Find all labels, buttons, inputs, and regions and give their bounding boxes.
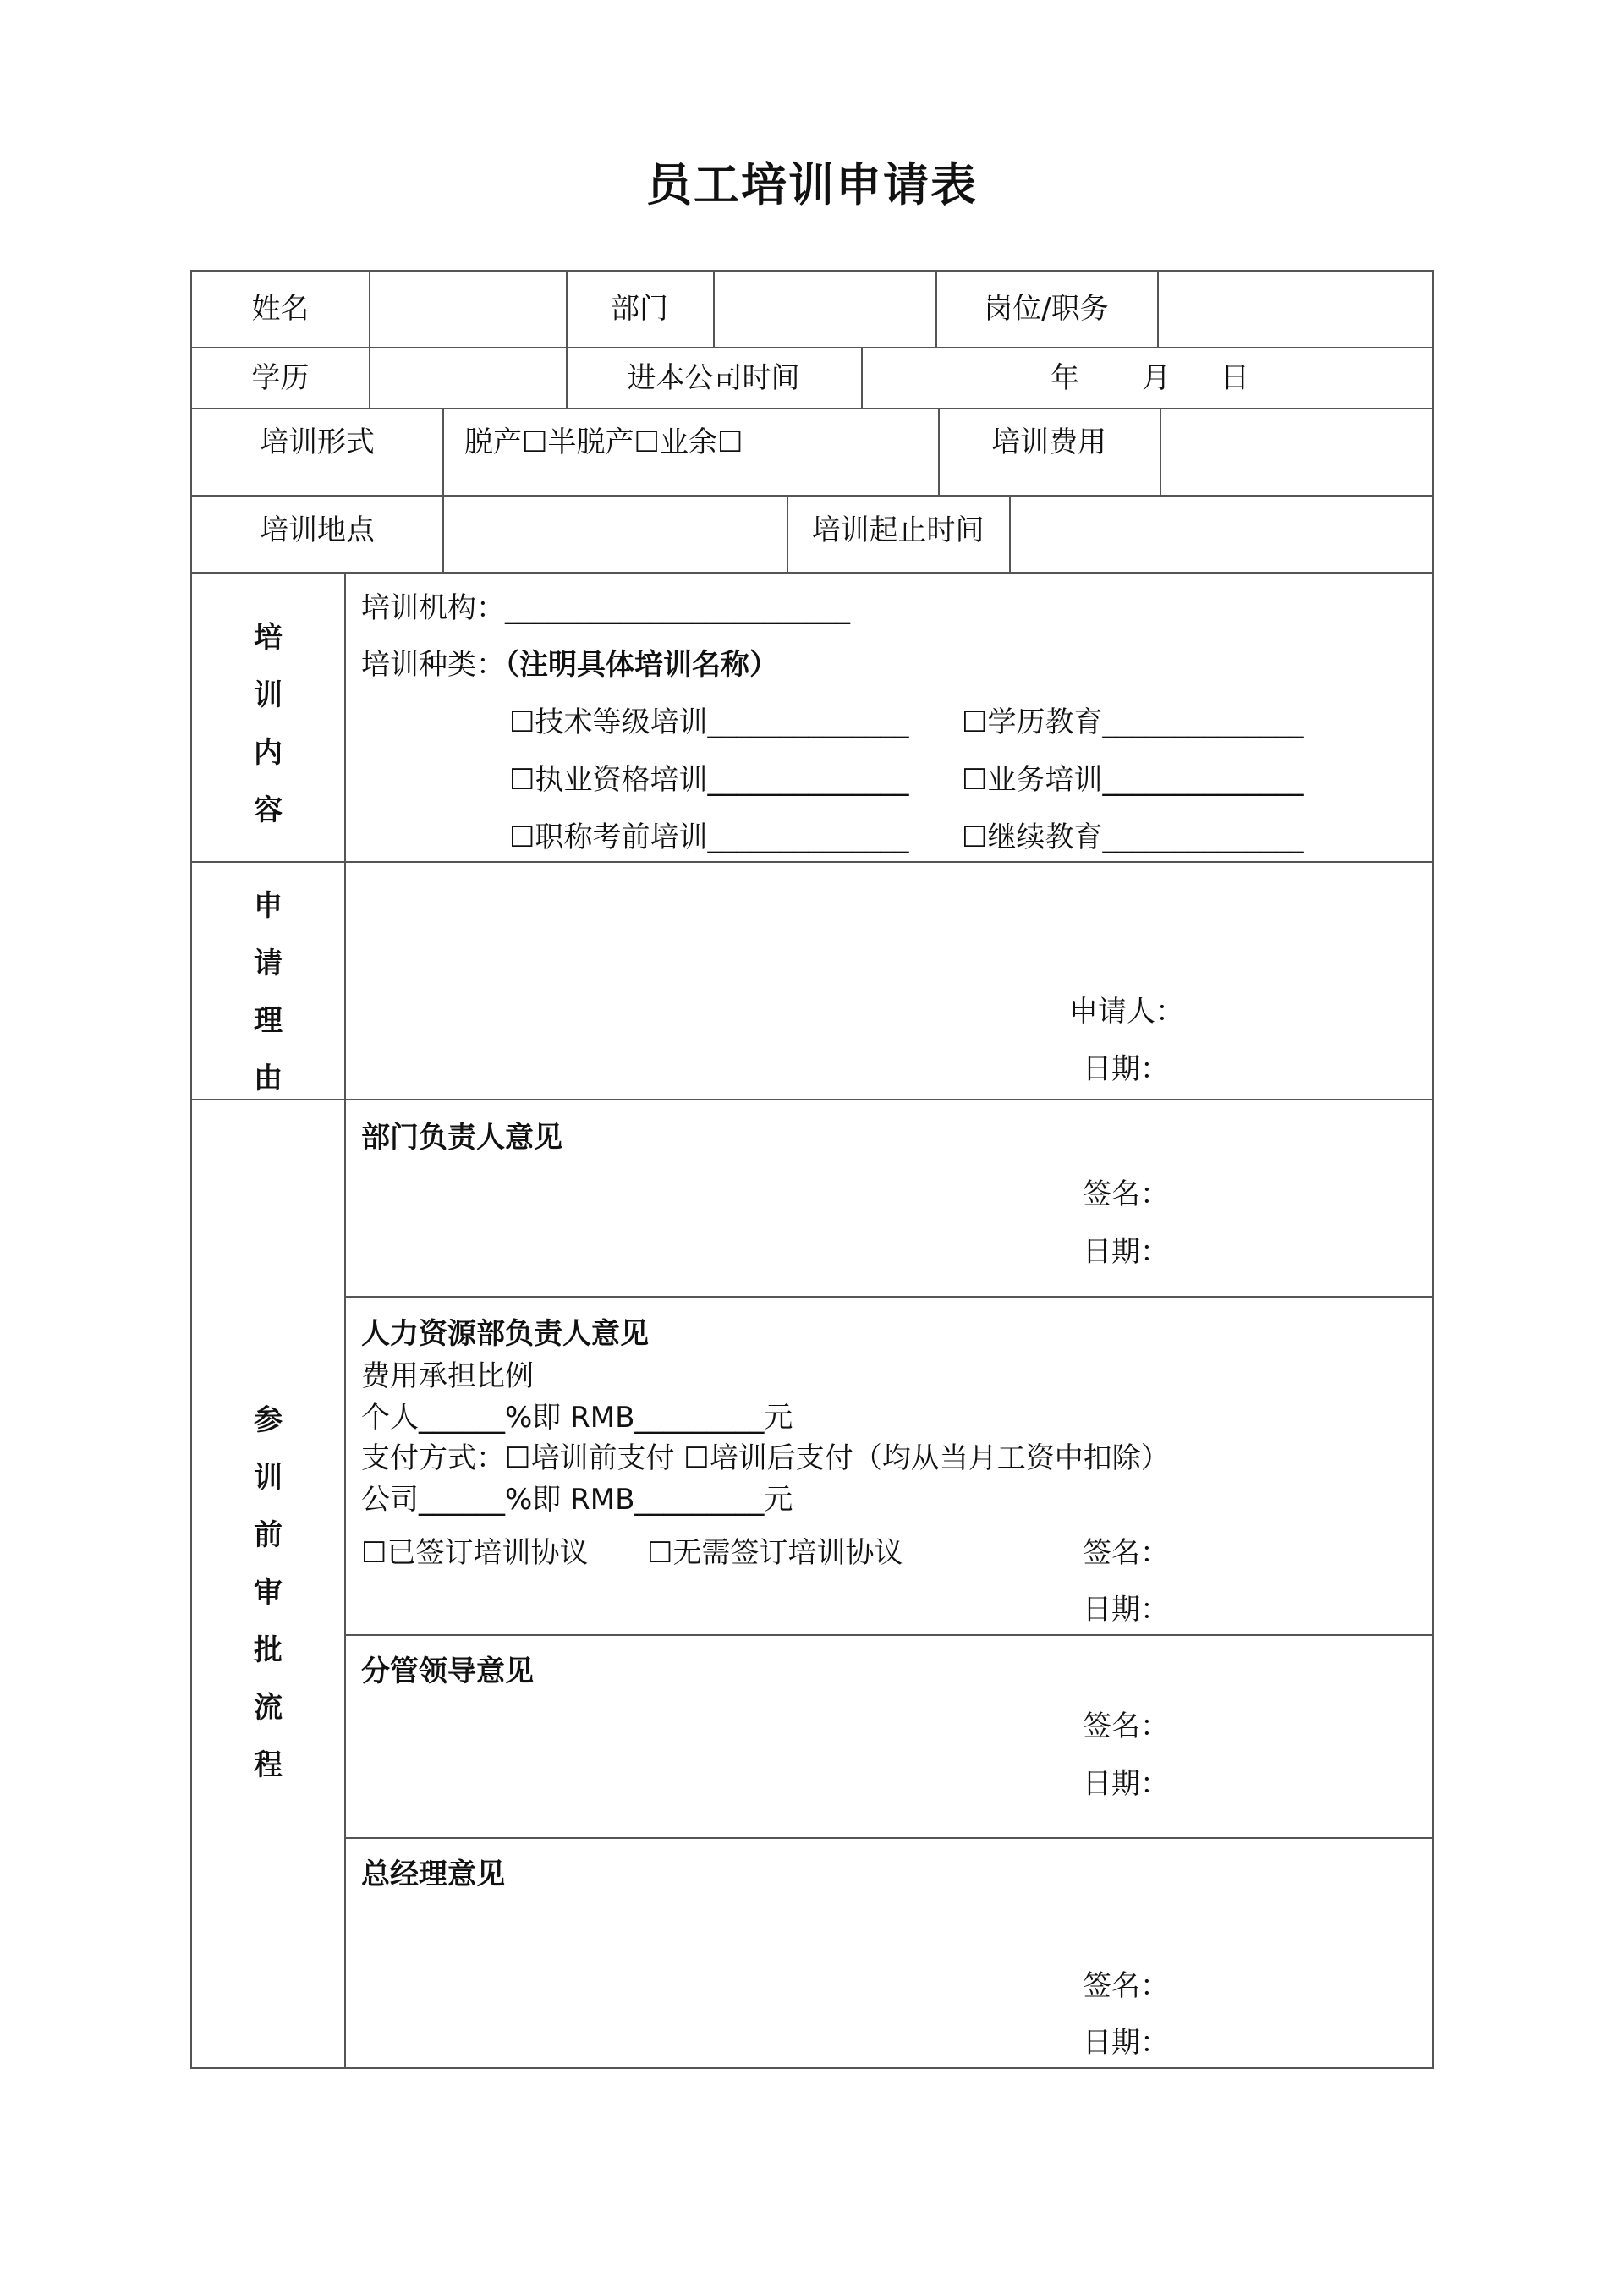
education-label: 学历 bbox=[251, 361, 310, 395]
row-divider bbox=[192, 495, 1434, 497]
training-org-line[interactable]: 培训机构：________________________ bbox=[361, 591, 850, 625]
leader-opinion-title: 分管领导意见 bbox=[361, 1655, 534, 1688]
content-side-label: 培 训 内 容 bbox=[254, 621, 283, 827]
option-tech-grade[interactable]: ☐技术等级培训______________ bbox=[509, 705, 909, 739]
reason-side-label: 申 请 理 由 bbox=[254, 889, 283, 1095]
col-divider bbox=[1160, 408, 1161, 495]
col-divider bbox=[713, 272, 715, 347]
gm-sign-label: 签名： bbox=[1083, 1969, 1169, 2003]
leader-date-label: 日期： bbox=[1083, 1767, 1169, 1801]
training-form-label: 培训形式 bbox=[260, 425, 375, 459]
option-business[interactable]: ☐业务培训______________ bbox=[962, 763, 1304, 797]
applicant-label: 申请人： bbox=[1069, 995, 1184, 1029]
hr-sign-label: 签名： bbox=[1083, 1536, 1169, 1570]
col-divider bbox=[1157, 272, 1159, 347]
option-qualification[interactable]: ☐执业资格培训______________ bbox=[509, 763, 909, 797]
agreement-signed-checkbox[interactable]: ☐已签订培训协议 bbox=[361, 1536, 589, 1570]
row-divider bbox=[344, 1634, 1434, 1636]
training-period-label: 培训起止时间 bbox=[811, 513, 985, 547]
row-divider bbox=[344, 1837, 1434, 1839]
row-divider bbox=[192, 861, 1434, 863]
col-divider bbox=[861, 347, 863, 408]
option-title-exam[interactable]: ☐职称考前培训______________ bbox=[509, 820, 909, 854]
department-label: 部门 bbox=[611, 292, 668, 326]
row-divider bbox=[192, 347, 1434, 348]
hr-date-label: 日期： bbox=[1083, 1593, 1169, 1627]
company-share-line[interactable]: 公司______%即 RMB_________元 bbox=[361, 1483, 793, 1517]
join-date-label: 进本公司时间 bbox=[627, 361, 800, 395]
option-education[interactable]: ☐学历教育______________ bbox=[962, 705, 1304, 739]
personal-share-line[interactable]: 个人______%即 RMB_________元 bbox=[361, 1401, 793, 1435]
reason-date-label: 日期： bbox=[1083, 1052, 1169, 1086]
col-divider bbox=[369, 272, 370, 408]
option-continuing[interactable]: ☐继续教育______________ bbox=[962, 820, 1304, 854]
col-divider bbox=[1009, 495, 1011, 572]
dept-sign-label: 签名： bbox=[1083, 1177, 1169, 1211]
training-fee-label: 培训费用 bbox=[991, 425, 1106, 459]
col-divider bbox=[442, 408, 444, 572]
row-divider bbox=[192, 1099, 1434, 1100]
position-label: 岗位/职务 bbox=[984, 292, 1109, 326]
training-application-form bbox=[190, 270, 1434, 2069]
agreement-none-checkbox[interactable]: ☐无需签订培训协议 bbox=[647, 1536, 903, 1570]
cost-ratio-label: 费用承担比例 bbox=[361, 1359, 534, 1393]
training-type-line: 培训种类：（注明具体培训名称） bbox=[361, 648, 778, 682]
gm-opinion-title: 总经理意见 bbox=[361, 1858, 505, 1891]
day-label: 日 bbox=[1221, 361, 1249, 395]
training-place-label: 培训地点 bbox=[260, 513, 375, 547]
year-label: 年 bbox=[1051, 361, 1079, 395]
leader-sign-label: 签名： bbox=[1083, 1710, 1169, 1743]
hr-opinion-title: 人力资源部负责人意见 bbox=[361, 1317, 649, 1351]
gm-date-label: 日期： bbox=[1083, 2026, 1169, 2060]
row-divider bbox=[192, 572, 1434, 574]
col-divider bbox=[344, 572, 346, 2069]
name-label: 姓名 bbox=[251, 292, 310, 326]
payment-method-line[interactable]: 支付方式：☐培训前支付 ☐培训后支付（均从当月工资中扣除） bbox=[361, 1441, 1170, 1475]
month-label: 月 bbox=[1142, 361, 1171, 395]
training-form-options[interactable]: 脱产☐半脱产☐业余☐ bbox=[464, 425, 743, 459]
dept-date-label: 日期： bbox=[1083, 1235, 1169, 1269]
dept-opinion-title: 部门负责人意见 bbox=[361, 1121, 562, 1155]
approval-side-label: 参 训 前 审 批 流 程 bbox=[254, 1403, 283, 1782]
row-divider bbox=[344, 1296, 1434, 1298]
row-divider bbox=[192, 408, 1434, 409]
page-title: 员工培训申请表 bbox=[646, 158, 978, 211]
